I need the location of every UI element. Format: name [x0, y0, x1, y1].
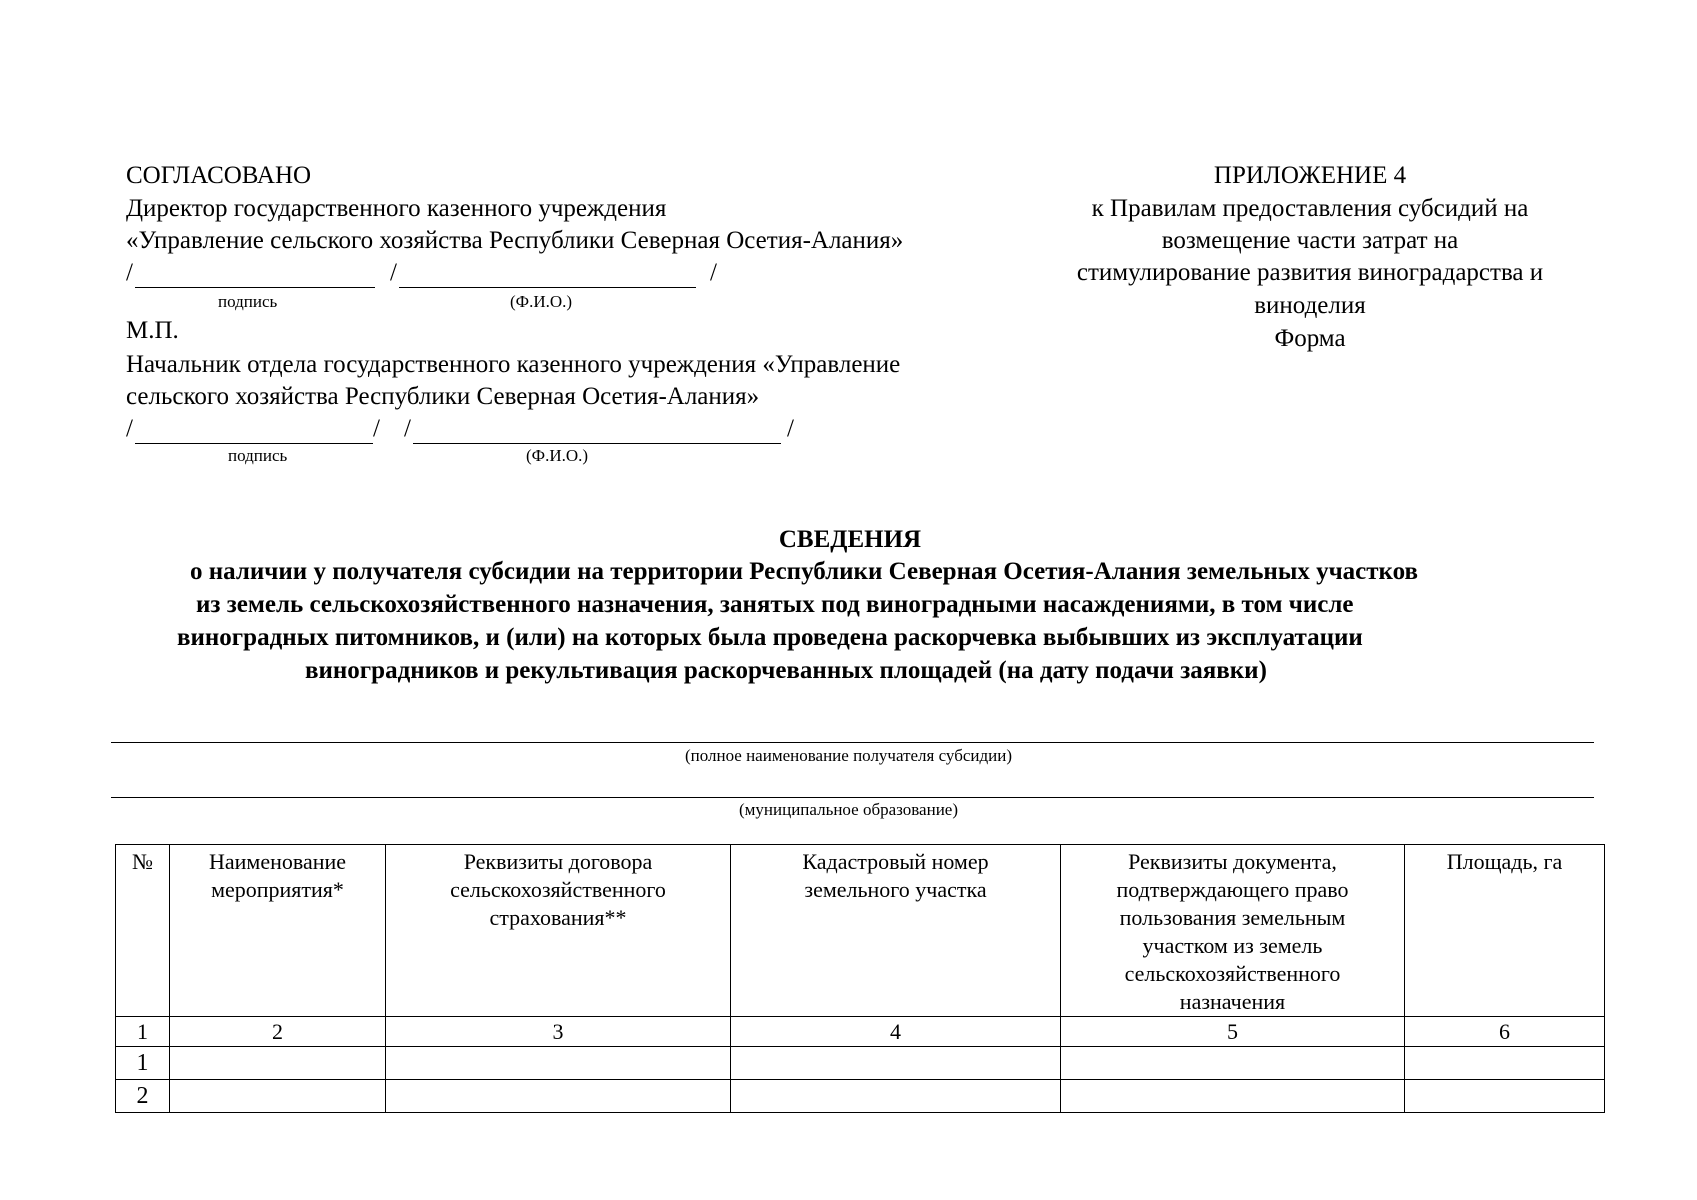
- table-cell[interactable]: [170, 1047, 386, 1080]
- chief-line-1: Начальник отдела государственного казенного учреждения «Управление: [126, 351, 901, 378]
- header-land-use-document: Реквизиты документа, подтверждающего право пользования земельным участком из земель сельскохозяйственного назначения: [1061, 845, 1405, 1017]
- appendix-line-1: к Правилам предоставления субсидий на: [1091, 195, 1529, 222]
- form-label: Форма: [1274, 325, 1346, 352]
- slash: /: [126, 259, 133, 286]
- fio-field[interactable]: [399, 287, 696, 288]
- signature-field[interactable]: [135, 443, 373, 444]
- recipient-name-field[interactable]: [111, 742, 1594, 743]
- column-number: 4: [731, 1017, 1061, 1047]
- header-event-name: Наименование мероприятия*: [170, 845, 386, 1017]
- appendix-heading: ПРИЛОЖЕНИЕ 4: [1213, 162, 1407, 189]
- municipality-field[interactable]: [111, 797, 1594, 798]
- recipient-name-caption: (полное наименование получателя субсидии): [684, 746, 1013, 765]
- director-line-1: Директор государственного казенного учреждения: [126, 195, 667, 222]
- table-cell[interactable]: [386, 1047, 731, 1080]
- appendix-line-2: возмещение части затрат на: [1161, 227, 1459, 254]
- title-line-4: виноградников и рекультивация раскорчеванных площадей (на дату подачи заявки): [305, 657, 1267, 684]
- table-cell[interactable]: [1061, 1047, 1405, 1080]
- appendix-line-4: виноделия: [1254, 292, 1366, 319]
- title-line-3: виноградных питомников, и (или) на которых была проведена раскорчевка выбывших из эксплуатации: [177, 624, 1363, 651]
- table-row: [116, 1047, 1605, 1080]
- title-line-1: о наличии у получателя субсидии на территории Республики Северная Осетия-Алания земельных участков: [190, 558, 1419, 585]
- fio-caption: (Ф.И.О.): [510, 292, 573, 311]
- land-plots-table: [115, 844, 1605, 1113]
- slash: /: [373, 415, 380, 442]
- header-number: №: [116, 845, 170, 1017]
- document-title: СВЕДЕНИЯ: [778, 526, 922, 553]
- header-insurance-contract: Реквизиты договора сельскохозяйственного страхования**: [386, 845, 731, 1017]
- slash: /: [710, 259, 717, 286]
- municipality-caption: (муниципальное образование): [739, 800, 958, 819]
- table-header-row: [116, 845, 1605, 1017]
- table-cell[interactable]: [1405, 1080, 1605, 1113]
- signature-caption: подпись: [228, 446, 288, 465]
- table-cell[interactable]: [731, 1080, 1061, 1113]
- column-number: 3: [386, 1017, 731, 1047]
- stamp-label: М.П.: [126, 317, 179, 344]
- fio-caption: (Ф.И.О.): [526, 446, 589, 465]
- slash: /: [126, 415, 133, 442]
- row-number: 1: [116, 1047, 170, 1080]
- table-cell[interactable]: [170, 1080, 386, 1113]
- slash: /: [404, 415, 411, 442]
- header-cadastral-number: Кадастровый номер земельного участка: [731, 845, 1061, 1017]
- row-number: 2: [116, 1080, 170, 1113]
- column-number: 5: [1061, 1017, 1405, 1047]
- column-number: 6: [1405, 1017, 1605, 1047]
- slash: /: [787, 415, 794, 442]
- table-row: [116, 1080, 1605, 1113]
- table-cell[interactable]: [1061, 1080, 1405, 1113]
- appendix-line-3: стимулирование развития виноградарства и: [1076, 259, 1544, 286]
- signature-caption: подпись: [218, 292, 278, 311]
- chief-line-2: сельского хозяйства Республики Северная Осетия-Алания»: [126, 383, 760, 410]
- table-cell[interactable]: [386, 1080, 731, 1113]
- fio-field[interactable]: [413, 443, 781, 444]
- column-number: 1: [116, 1017, 170, 1047]
- director-line-2: «Управление сельского хозяйства Республики Северная Осетия-Алания»: [126, 227, 904, 254]
- column-number: 2: [170, 1017, 386, 1047]
- title-line-2: из земель сельскохозяйственного назначения, занятых под виноградными насаждениями, в том числе: [196, 591, 1354, 618]
- signature-field[interactable]: [135, 287, 375, 288]
- table-cell[interactable]: [731, 1047, 1061, 1080]
- slash: /: [390, 259, 397, 286]
- agreed-heading: СОГЛАСОВАНО: [126, 162, 312, 189]
- header-area: Площадь, га: [1405, 845, 1605, 1017]
- table-column-numbers-row: [116, 1017, 1605, 1047]
- table-cell[interactable]: [1405, 1047, 1605, 1080]
